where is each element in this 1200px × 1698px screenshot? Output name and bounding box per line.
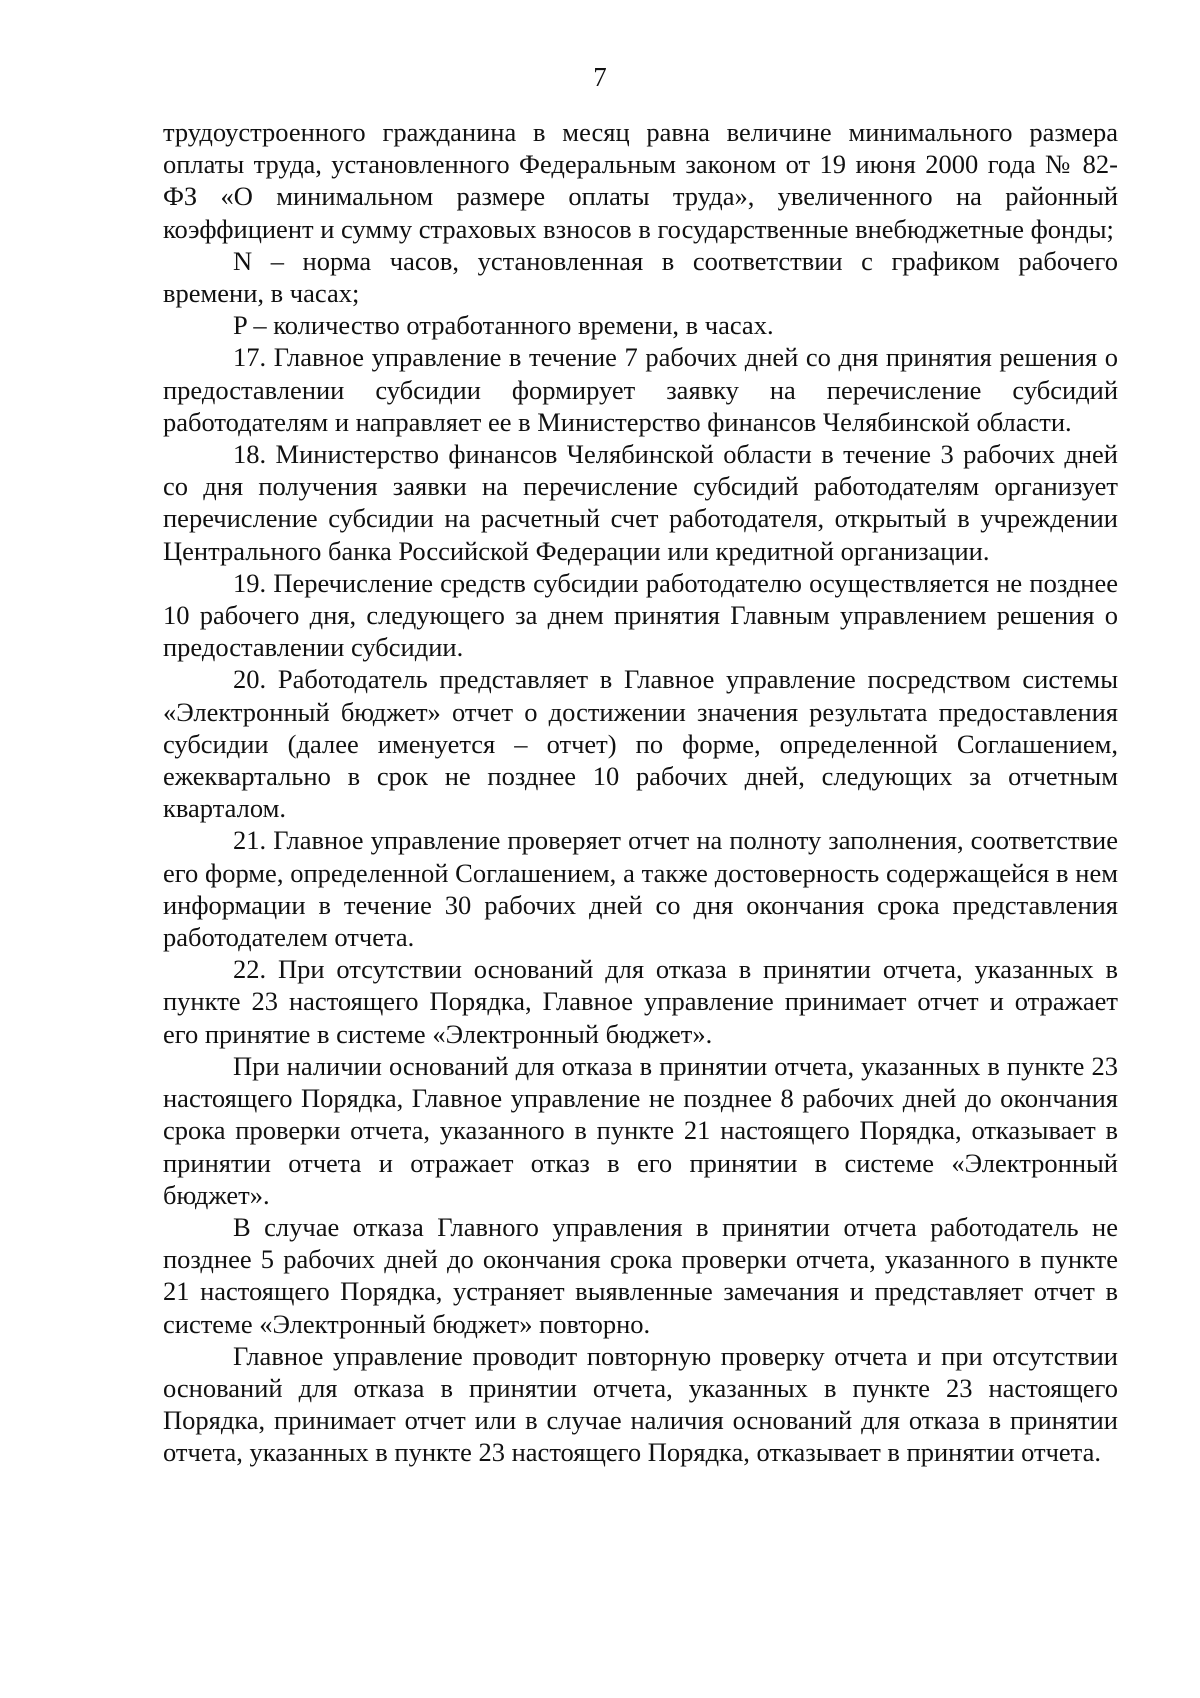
paragraph-definition-p: P – количество отработанного времени, в часах. (233, 310, 774, 341)
paragraph-21: 21. Главное управление проверяет отчет на полноту заполнения, соответствие его форме, определенной Соглашением, а также достоверность содержащейся в нем информации в течение 30 рабочих дней со дня окончания срока представления работодателем отчета. (163, 825, 1118, 953)
paragraph-22: 22. При отсутствии оснований для отказа в принятии отчета, указанных в пункте 23 настоящего Порядка, Главное управление принимает отчет и отражает его принятие в системе «Электронный бюджет». (163, 954, 1118, 1049)
paragraph-18: 18. Министерство финансов Челябинской области в течение 3 рабочих дней со дня получения заявки на перечисление субсидий работодателям организует перечисление субсидии на расчетный счет работодателя, открытый в учреждении Центрального банка Российской Федерации или кредитной организации. (163, 439, 1118, 566)
paragraph-22-recheck: Главное управление проводит повторную проверку отчета и при отсутствии оснований для отказа в принятии отчета, указанных в пункте 23 настоящего Порядка, принимает отчет или в случае наличия оснований для отказа в принятии отчета, указанных в пункте 23 настоящего Порядка, отказывает в принятии отчета. (163, 1340, 1118, 1468)
paragraph-22-resubmission: В случае отказа Главного управления в принятии отчета работодатель не позднее 5 рабочих дней до окончания срока проверки отчета, указанного в пункте 21 настоящего Порядка, устраняет выявленные замечания и представляет отчет в системе «Электронный бюджет» повторно. (163, 1211, 1118, 1339)
paragraph-20: 20. Работодатель представляет в Главное управление посредством системы «Электронный бюджет» отчет о достижении значения результата предоставления субсидии (далее именуется – отчет) по форме, определенной Соглашением, ежеквартально в срок не позднее 10 рабочих дней, следующих за отчетным кварталом. (163, 664, 1118, 824)
document-body (163, 116, 1118, 1469)
paragraph-19: 19. Перечисление средств субсидии работодателю осуществляется не позднее 10 рабочего дня, следующего за днем принятия Главным управлением решения о предоставлении субсидии. (163, 567, 1118, 663)
page-number: 7 (593, 62, 607, 92)
paragraph-definition-n: N – норма часов, установленная в соответствии с графиком рабочего времени, в часах; (163, 245, 1118, 309)
paragraph-22-refusal: При наличии оснований для отказа в принятии отчета, указанных в пункте 23 настоящего Порядка, Главное управление не позднее 8 рабочих дней до окончания срока проверки отчета, указанного в пункте 21 настоящего Порядка, отказывает в принятии отчета и отражает отказ в его принятии в системе «Электронный бюджет». (163, 1050, 1118, 1210)
paragraph-17: 17. Главное управление в течение 7 рабочих дней со дня принятия решения о предоставлении субсидии формирует заявку на перечисление субсидий работодателям и направляет ее в Министерство финансов Челябинской области. (163, 342, 1118, 437)
paragraph-continuation: трудоустроенного гражданина в месяц равна величине минимального размера оплаты труда, установленного Федеральным законом от 19 июня 2000 года № 82-ФЗ «О минимальном размере оплаты труда», увеличенного на районный коэффициент и сумму страховых взносов в государственные внебюджетные фонды; (163, 117, 1118, 244)
